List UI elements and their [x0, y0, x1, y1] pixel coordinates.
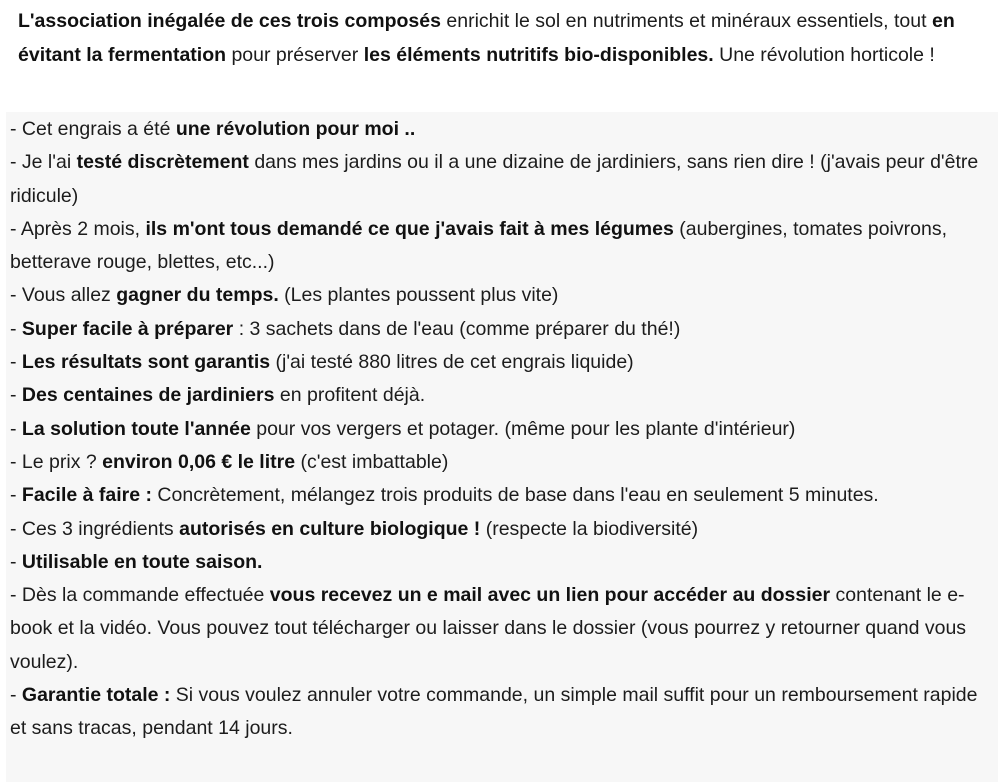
list-item-text: -	[10, 550, 22, 573]
list-item-text: pour vos vergers et potager. (même pour les plante d'intérieur)	[250, 417, 796, 440]
list-item	[10, 579, 994, 679]
list-item-highlight: Utilisable en toute saison.	[21, 550, 263, 573]
list-item-text: (aubergines, tomates poivrons, betterave rouge, blettes, etc...)	[10, 217, 947, 274]
list-item-text: - Ces 3 ingrédients	[10, 517, 180, 540]
list-item	[10, 546, 994, 579]
list-item	[10, 146, 994, 213]
list-item-highlight: une révolution pour moi ..	[175, 118, 416, 140]
list-item-text: - Vous allez	[10, 284, 117, 307]
list-item	[10, 279, 994, 312]
list-item-text: (respecte la biodiversité)	[480, 517, 699, 540]
list-item-text: dans mes jardins ou il a une dizaine de jardiniers, sans rien dire ! (j'avais peur d'être ridicule)	[10, 151, 979, 207]
list-item	[10, 113, 994, 146]
list-item-text: -	[10, 417, 22, 440]
intro-paragraph	[18, 4, 993, 72]
list-item-highlight: autorisés en culture biologique !	[179, 517, 481, 540]
list-item-text: - Le prix ?	[10, 450, 103, 473]
list-item-highlight: Garantie totale :	[21, 684, 171, 707]
list-item-text: (Les plantes poussent plus vite)	[278, 284, 559, 307]
list-item-text: - Je l'ai	[10, 151, 77, 174]
list-item-text: -	[10, 484, 22, 507]
list-item	[10, 679, 994, 746]
list-item-text: -	[10, 317, 22, 340]
list-item	[10, 479, 994, 512]
list-item-text: (c'est imbattable)	[295, 450, 449, 473]
list-item-highlight: Des centaines de jardiniers	[21, 384, 275, 407]
intro-text	[18, 4, 993, 72]
list-item-text: : 3 sachets dans de l'eau (comme préparer du thé!)	[233, 317, 681, 340]
list-item-highlight: environ 0,06 € le litre	[102, 450, 296, 473]
list-item-highlight: vous recevez un e mail avec un lien pour accéder au dossier	[269, 584, 831, 607]
list-item-text: en profitent déjà.	[274, 384, 426, 407]
list-item-text: Si vous voulez annuler votre commande, un simple mail suffit pour un remboursement rapide et sans tracas, pendant 14 jours.	[10, 684, 978, 740]
intro-segment: pour préserver	[226, 44, 364, 66]
list-item-text: - Dès la commande effectuée	[10, 584, 270, 607]
list-item	[10, 446, 994, 479]
list-item-highlight: Les résultats sont garantis	[21, 351, 271, 374]
list-item	[10, 413, 994, 446]
list-item-highlight: ils m'ont tous demandé ce que j'avais fait à mes légumes	[145, 217, 674, 240]
intro-segment: enrichit le sol en nutriments et minéraux essentiels, tout	[440, 10, 932, 32]
intro-segment: les éléments nutritifs bio-disponibles.	[363, 44, 714, 66]
intro-segment: L'association inégalée de ces trois composés	[18, 10, 441, 32]
list-item-text: - Cet engrais a été	[10, 118, 176, 140]
list-item-text: - Après 2 mois,	[10, 217, 146, 240]
list-item-text: -	[10, 684, 22, 707]
list-item-highlight: testé discrètement	[76, 151, 249, 174]
list-item-text: (j'ai testé 880 litres de cet engrais liquide)	[270, 351, 634, 374]
list-item	[10, 313, 994, 346]
list-item-text: Concrètement, mélangez trois produits de base dans l'eau en seulement 5 minutes.	[152, 484, 879, 507]
list-item-highlight: La solution toute l'année	[21, 417, 251, 440]
intro-segment: en évitant la fermentation	[18, 10, 955, 66]
list-item-text: contenant le e-book et la vidéo. Vous pouvez tout télécharger ou laisser dans le dossier (vous pourrez y retourner quand vous voulez).	[10, 584, 967, 673]
benefits-list	[6, 112, 998, 782]
list-item-text: -	[10, 351, 22, 374]
intro-segment: Une révolution horticole !	[713, 44, 935, 66]
list-item-highlight: Facile à faire :	[21, 484, 152, 507]
list-item	[10, 346, 994, 379]
list-item	[10, 213, 994, 280]
list-item	[10, 379, 994, 412]
list-item-highlight: Super facile à préparer	[21, 317, 234, 340]
list-item	[10, 513, 994, 546]
list-item-text: -	[10, 384, 22, 407]
list-item-highlight: gagner du temps.	[116, 284, 279, 307]
